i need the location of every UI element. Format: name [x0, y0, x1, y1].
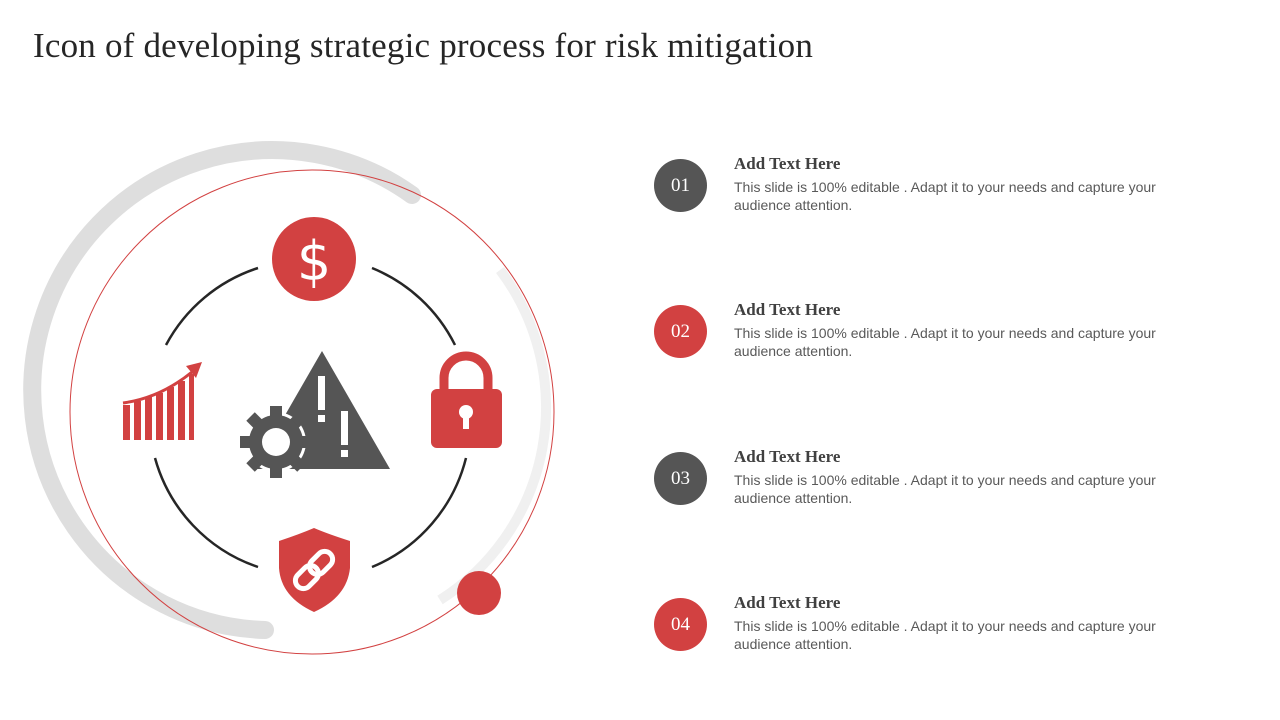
growth-chart-icon — [123, 362, 202, 440]
svg-text:$: $ — [296, 230, 332, 293]
step-number-badge: 01 — [654, 159, 707, 212]
item-description: This slide is 100% editable . Adapt it to your needs and capture your audience attention. — [734, 472, 1156, 506]
item-description: This slide is 100% editable . Adapt it to your needs and capture your audience attention. — [734, 179, 1156, 213]
item-heading: Add Text Here — [734, 300, 841, 319]
shield-link-icon — [279, 528, 350, 612]
red-dot — [457, 571, 501, 615]
item-heading: Add Text Here — [734, 447, 841, 466]
item-heading: Add Text Here — [734, 154, 841, 173]
slide-title: Icon of developing strategic process for risk mitigation — [33, 26, 814, 65]
gear-warning-icon — [240, 351, 390, 478]
outer-grey-arc — [32, 150, 412, 630]
list-item — [654, 154, 1214, 229]
padlock-icon — [431, 356, 502, 448]
step-number-badge: 03 — [654, 452, 707, 505]
list-item — [654, 593, 1214, 668]
item-description: This slide is 100% editable . Adapt it to your needs and capture your audience attention. — [734, 325, 1156, 359]
item-heading: Add Text Here — [734, 593, 841, 612]
item-description: This slide is 100% editable . Adapt it to your needs and capture your audience attention. — [734, 618, 1156, 652]
list-item — [654, 447, 1214, 522]
step-number-badge: 02 — [654, 305, 707, 358]
dollar-icon — [272, 217, 356, 301]
list-item — [654, 300, 1214, 375]
step-number-badge: 04 — [654, 598, 707, 651]
